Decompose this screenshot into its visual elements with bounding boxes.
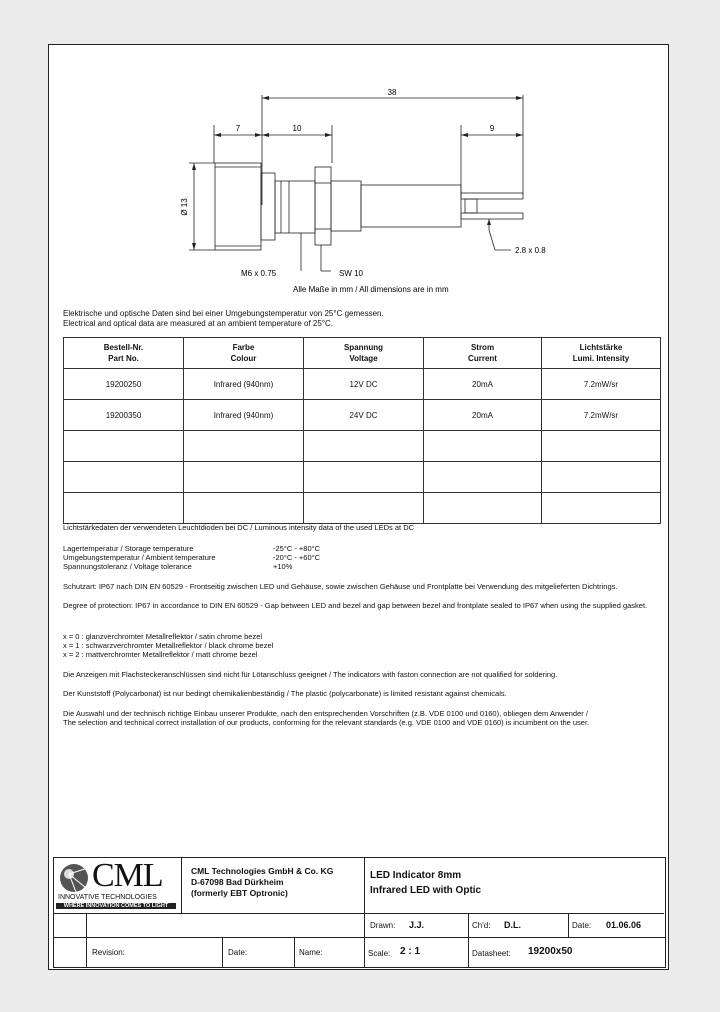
header-intensity: Lichtstärke Lumi. Intensity [542,338,661,369]
dim-overall: 38 [387,88,397,97]
dim-7: 7 [235,124,241,133]
table-row-empty [64,462,661,493]
note-storage: Lagertemperatur / Storage temperature -25°C - +80°C [63,544,321,553]
spec-table [63,337,661,524]
note-bezel-2: x = 2 : mattverchromter Metallreflektor / matt chrome bezel [63,650,258,659]
note-ambient: Umgebungstemperatur / Ambient temperature -20°C - +60°C [63,553,321,562]
table-row [64,400,661,431]
drawn-row [54,913,665,938]
units-note: Alle Maße in mm / All dimensions are in mm [293,285,449,294]
datasheet-sheet [48,44,669,970]
date-value: 01.06.06 [606,920,642,930]
cell-colour: Infrared (940nm) [184,369,304,400]
note-intensity: Lichtstärkedaten der verwendeten Leuchtdioden bei DC / Luminous intensity data of the used LEDs at DC [63,523,415,532]
cell-voltage: 12V DC [304,369,424,400]
header-colour: Farbe Colour [184,338,304,369]
dim-9: 9 [489,124,495,133]
table-row [64,369,661,400]
table-header-row [64,338,661,369]
dim-10: 10 [292,124,302,133]
dim-diameter: Ø 13 [180,198,189,216]
header-part-no: Bestell-Nr. Part No. [64,338,184,369]
chd-label: Ch'd: [472,921,491,930]
scale-value: 2 : 1 [400,946,421,957]
title-area [364,858,664,914]
chd-value: D.L. [504,920,521,930]
thread-label: M6 x 0.75 [241,269,277,278]
datasheet-value: 19200x50 [528,946,573,957]
cell-colour: Infrared (940nm) [184,400,304,431]
logo-area [54,858,182,914]
scale-label: Scale: [368,949,391,958]
note-protection-de: Schutzart: IP67 nach DIN EN 60529 - Frontseitig zwischen LED und Gehäuse, sowie zwischen Gehäuse und Frontplatte bei Verwendung des mitgelieferten Dichtrings. [63,582,618,591]
revision-label: Revision: [92,948,125,957]
note-bezel-0: x = 0 : glanzverchromter Metallreflektor / satin chrome bezel [63,632,263,641]
title-line-2: Infrared LED with Optic [370,885,482,896]
cell-part-no: 19200350 [64,400,184,431]
title-line-1: LED Indicator 8mm [370,870,462,881]
note-solder: Die Anzeigen mit Flachsteckeranschlüssen sind nicht für Lötanschluss geeignet / The indicators with faston connection are not qualified for soldering. [63,670,558,679]
drawn-value: J.J. [409,920,425,930]
cell-current: 20mA [424,369,542,400]
cell-intensity: 7.2mW/sr [542,369,661,400]
intro-de: Elektrische und optische Daten sind bei einer Umgebungstemperatur von 25°C gemessen. [63,309,384,318]
header-current: Strom Current [424,338,542,369]
cell-current: 20mA [424,400,542,431]
datasheet-label: Datasheet: [472,949,511,958]
name-label: Name: [299,948,323,957]
company-address: D-67098 Bad Dürkheim [191,877,284,887]
note-selection-en: The selection and technical correct installation of our products, conforming for the relevant standards (e.g. VDE 0100 and VDE 0160) is incumbent on the user. [63,718,590,727]
table-row-empty [64,493,661,524]
pin-label: 2.8 x 0.8 [515,246,546,255]
table-row-empty [64,431,661,462]
logo-burst-icon [58,862,90,894]
header-voltage: Spannung Voltage [304,338,424,369]
note-tolerance: Spannungstoleranz / Voltage tolerance +10% [63,562,293,571]
intro-en: Electrical and optical data are measured at an ambient temperature of 25°C. [63,319,334,328]
company-name: CML Technologies GmbH & Co. KG [191,866,334,876]
note-selection-de: Die Auswahl und der technisch richtige Einbau unserer Produkte, nach den entsprechenden Vorschriften (z.B. VDE 0100 und 0160), obliegen dem Anwender / [63,709,588,718]
company-formerly: (formerly EBT Optronic) [191,888,288,898]
note-plastic: Der Kunststoff (Polycarbonat) ist nur bedingt chemikalienbeständig / The plastic (polycarbonate) is limited resistant against chemicals. [63,689,507,698]
title-block [53,857,666,968]
date-label: Date: [572,921,592,930]
revision-row [54,937,665,967]
cell-intensity: 7.2mW/sr [542,400,661,431]
note-protection-en: Degree of protection: IP67 in accordance to DIN EN 60529 - Gap between LED and bezel and gap between bezel and frontplate sealed to IP67 when using the supplied gasket. [63,601,648,610]
logo-sub: INNOVATIVE TECHNOLOGIES [58,894,157,901]
cell-voltage: 24V DC [304,400,424,431]
wrench-label: SW 10 [339,269,364,278]
logo-text: CML [92,857,163,894]
company-area [181,858,365,914]
note-bezel-1: x = 1 : schwarzverchromter Metallreflektor / black chrome bezel [63,641,274,650]
date2-label: Date: [228,948,248,957]
drawn-label: Drawn: [370,921,396,930]
technical-drawing [49,45,670,295]
cell-part-no: 19200250 [64,369,184,400]
logo-slogan: WHERE INNOVATION COMES TO LIGHT [56,903,176,909]
